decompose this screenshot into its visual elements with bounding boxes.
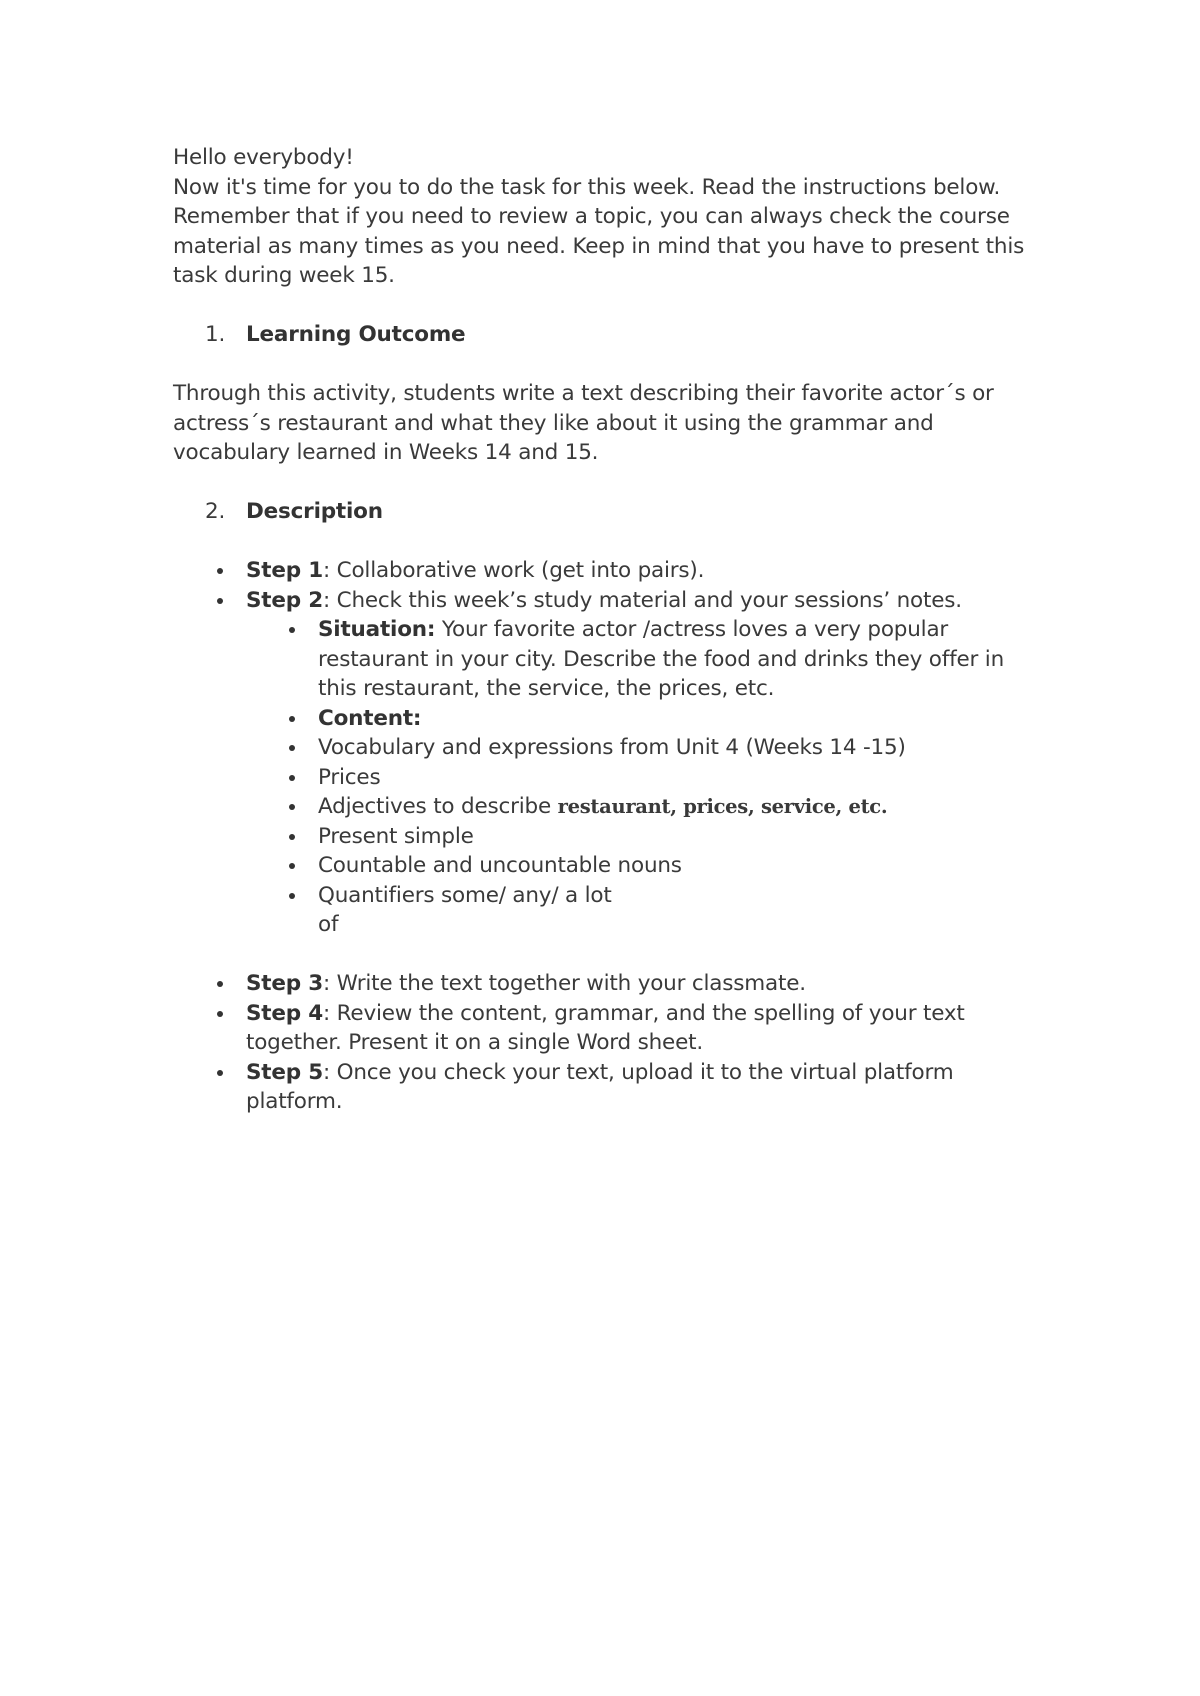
bullet-icon: [217, 598, 223, 604]
step-2-item: [173, 586, 1053, 616]
learning-outcome-text: Through this activity, students write a text describing their favorite actor´s or actress´s restaurant and what they like about it using the grammar and vocabulary learned in Weeks 14 and 15.: [173, 381, 994, 465]
bullet-icon: [289, 775, 295, 781]
bullet-icon: [289, 863, 295, 869]
document-content: [173, 143, 1053, 1117]
steps-list-continued: [173, 969, 1053, 1117]
step-5-item: [173, 1058, 1053, 1117]
bullet-icon: [289, 893, 295, 899]
content-label: Content:: [318, 705, 422, 731]
vocabulary-text: Vocabulary and expressions from Unit 4 (Weeks 14 -15): [318, 735, 906, 760]
step-3-text: : Write the text together with your classmate.: [322, 971, 806, 996]
bullet-icon: [289, 716, 295, 722]
step-2-label: Step 2: [246, 587, 323, 613]
content-item: [173, 704, 1053, 734]
step-1-label: Step 1: [246, 558, 323, 583]
section-1-number: 1.: [205, 322, 226, 347]
adjectives-item: [173, 792, 1053, 822]
adjectives-emphasis: restaurant, prices, service, etc.: [557, 795, 888, 818]
bullet-icon: [289, 745, 295, 751]
greeting: Hello everybody!: [173, 145, 354, 170]
nouns-text: Countable and uncountable nouns: [318, 853, 682, 878]
description-heading: Description: [246, 499, 383, 524]
nouns-item: [173, 851, 1053, 881]
quantifiers-text: Quantifiers some/ any/ a lot of: [318, 882, 612, 937]
bullet-icon: [289, 834, 295, 840]
bullet-icon: [217, 568, 223, 574]
step-1-text: : Collaborative work (get into pairs).: [322, 558, 705, 583]
step-5-text: : Once you check your text, upload it to the virtual platform platform.: [246, 1059, 954, 1114]
situation-item: [173, 615, 1053, 704]
bullet-icon: [289, 627, 295, 633]
prices-text: Prices: [318, 764, 381, 790]
step-2-text: : Check this week’s study material and your sessions’ notes.: [322, 587, 962, 613]
adjectives-text: Adjectives to describe: [318, 794, 558, 819]
bullet-icon: [289, 804, 295, 810]
learning-outcome-heading: Learning Outcome: [246, 322, 466, 347]
situation-text: Your favorite actor /actress loves a very popular restaurant in your city. Describe the food and drinks they offer in this restaurant, the service, the prices, etc.: [318, 617, 1004, 701]
intro-paragraph: Now it's time for you to do the task for this week. Read the instructions below. Remember that if you need to review a topic, you can always check the course material as many times as you need. Keep in mind that you have to present this task during week 15.: [173, 174, 1025, 288]
section-2-heading: [173, 497, 1053, 527]
step-1-item: [173, 556, 1053, 586]
situation-label: Situation:: [318, 617, 436, 642]
section-2-number: 2.: [205, 499, 226, 524]
quantifiers-item: [173, 881, 1053, 940]
present-simple-item: [173, 822, 1053, 852]
step-3-label: Step 3: [246, 971, 323, 996]
vocabulary-item: [173, 733, 1053, 763]
section-1-heading: [173, 320, 1053, 350]
step-4-text: : Review the content, grammar, and the spelling of your text together. Present it on a single Word sheet.: [246, 1000, 965, 1055]
step-4-label: Step 4: [246, 1000, 323, 1026]
steps-list: [173, 556, 1053, 940]
step-3-item: [173, 969, 1053, 999]
present-simple-text: Present simple: [318, 823, 474, 849]
prices-item: [173, 763, 1053, 793]
step-4-item: [173, 999, 1053, 1058]
bullet-icon: [217, 981, 223, 987]
bullet-icon: [217, 1070, 223, 1076]
step-5-label: Step 5: [246, 1059, 323, 1085]
bullet-icon: [217, 1011, 223, 1017]
